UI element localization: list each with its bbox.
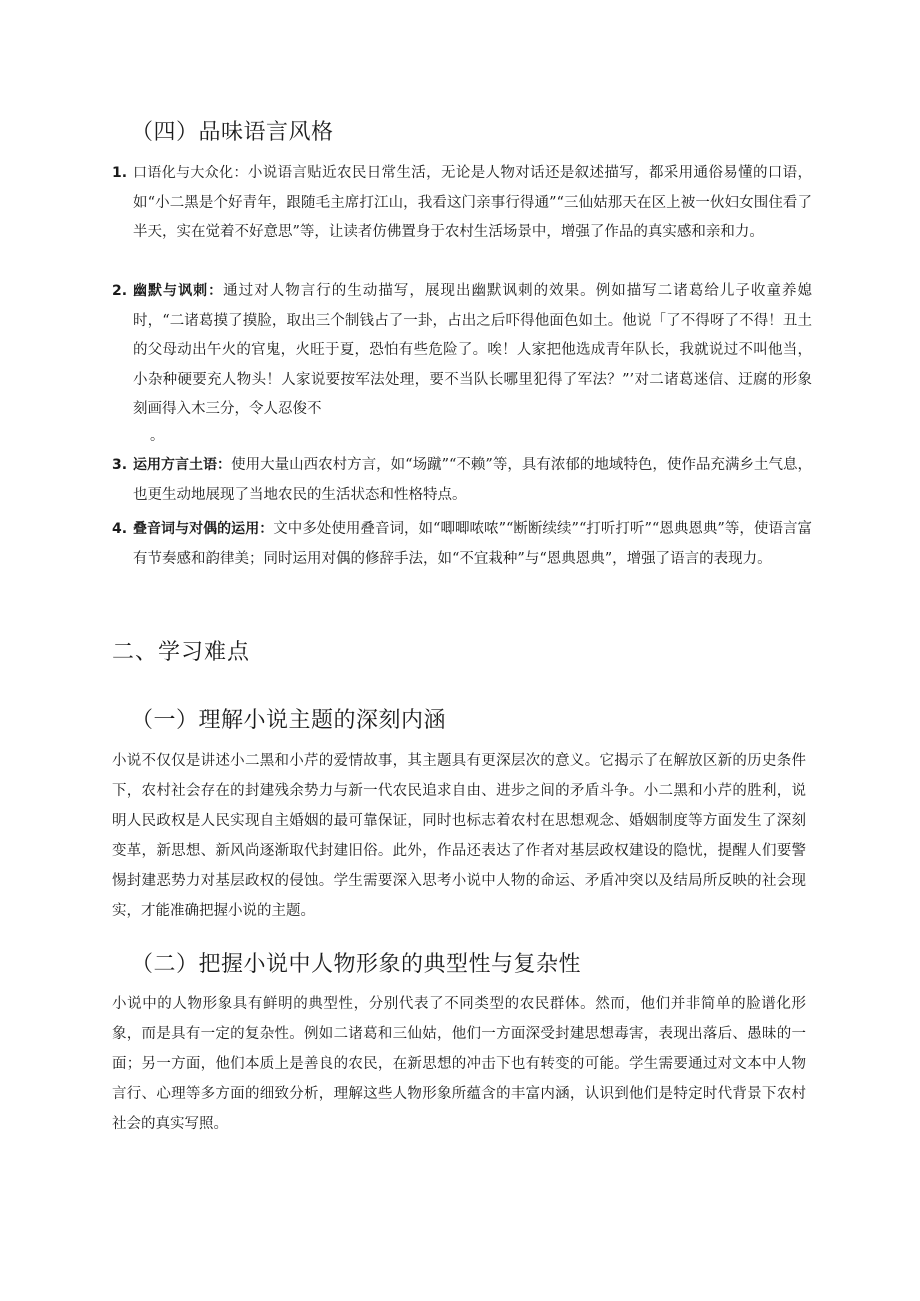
- list-item: [112, 159, 812, 248]
- list-item-term: 运用方言土语：: [133, 457, 232, 473]
- list-item-text: 通过对人物言行的生动描写，展现出幽默讽刺的效果。例如描写二诸葛给儿子收童养媳时，“二诸葛摸了摸脸，取出三个制钱占了一卦，占出之后吓得他面色如土。他说「了不得呀了不得！丑土的父母动出午火的官鬼，火旺于夏，恐怕有些危险了。唉！人家把他选成青年队长，我就说过不叫他当，小杂种硬要充人物头！人家说要按军法处理，要不当队长哪里犯得了军法？”’对二诸葛迷信、迂腐的形象刻画得入木三分，令人忍俊不: [133, 283, 812, 417]
- list-item-text: 小说语言贴近农民日常生活，无论是人物对话还是叙述描写，都采用通俗易懂的口语，如“小二黑是个好青年，跟随毛主席打江山，我看这门亲事行得通”“三仙姑那天在区上被一伙妇女围住看了半天，实在觉着不好意思”等，让读者仿佛置身于农村生活场景中，增强了作品的真实感和亲和力。: [133, 165, 813, 240]
- list-item-number: 4.: [112, 521, 128, 537]
- section-two-heading: 二、学习难点: [112, 640, 251, 665]
- list-item: [112, 277, 812, 425]
- list-item-number: 3.: [112, 457, 128, 473]
- subsection-two-paragraph: 小说中的人物形象具有鲜明的典型性，分别代表了不同类型的农民群体。然而，他们并非简单的脸谱化形象，而是具有一定的复杂性。例如二诸葛和三仙姑，他们一方面深受封建思想毒害，表现出落后、愚昧的一面；另一方面，他们本质上是善良的农民，在新思想的冲击下也有转变的可能。学生需要通过对文本中人物言行、心理等多方面的细致分析，理解这些人物形象所蕴含的丰富内涵，认识到他们是特定时代背景下农村社会的真实写照。: [112, 996, 806, 1132]
- subsection-two-heading: （二）把握小说中人物形象的典型性与复杂性: [131, 952, 582, 977]
- list-item-number: 1.: [112, 165, 128, 181]
- list-item-term: 叠音词与对偶的运用：: [133, 521, 274, 537]
- list-item-term: 口语化与大众化：: [133, 165, 248, 181]
- list-item: [112, 451, 812, 510]
- list-item-text: 使用大量山西农村方言，如“场蹴”“不赖”等，具有浓郁的地域特色，使作品充满乡土气息，也更生动地展现了当地农民的生活状态和性格特点。: [133, 457, 813, 503]
- list-item-number: 2.: [112, 283, 128, 299]
- list-item-term: 幽默与讽刺：: [133, 283, 224, 299]
- list-item: [112, 515, 812, 574]
- subsection-one-paragraph: 小说不仅仅是讲述小二黑和小芹的爱情故事，其主题具有更深层次的意义。它揭示了在解放区新的历史条件下，农村社会存在的封建残余势力与新一代农民追求自由、进步之间的矛盾斗争。小二黑和小芹的胜利，说明人民政权是人民实现自主婚姻的最可靠保证，同时也标志着农村在思想观念、婚姻制度等方面发生了深刻变革，新思想、新风尚逐渐取代封建旧俗。此外，作品还表达了作者对基层政权建设的隐忧，提醒人们要警惕封建恶势力对基层政权的侵蚀。学生需要深入思考小说中人物的命运、矛盾冲突以及结局所反映的社会现实，才能准确把握小说的主题。: [112, 753, 806, 919]
- stray-punctuation: 。: [150, 428, 164, 444]
- section-four-heading: （四）品味语言风格: [131, 120, 334, 145]
- subsection-one-heading: （一）理解小说主题的深刻内涵: [131, 708, 447, 733]
- list-item-text: 文中多处使用叠音词，如“唧唧哝哝”“断断续续”“打听打听”“恩典恩典”等，使语言富有节奏感和韵律美；同时运用对偶的修辞手法，如“不宜栽种”与“恩典恩典”，增强了语言的表现力。: [133, 521, 813, 567]
